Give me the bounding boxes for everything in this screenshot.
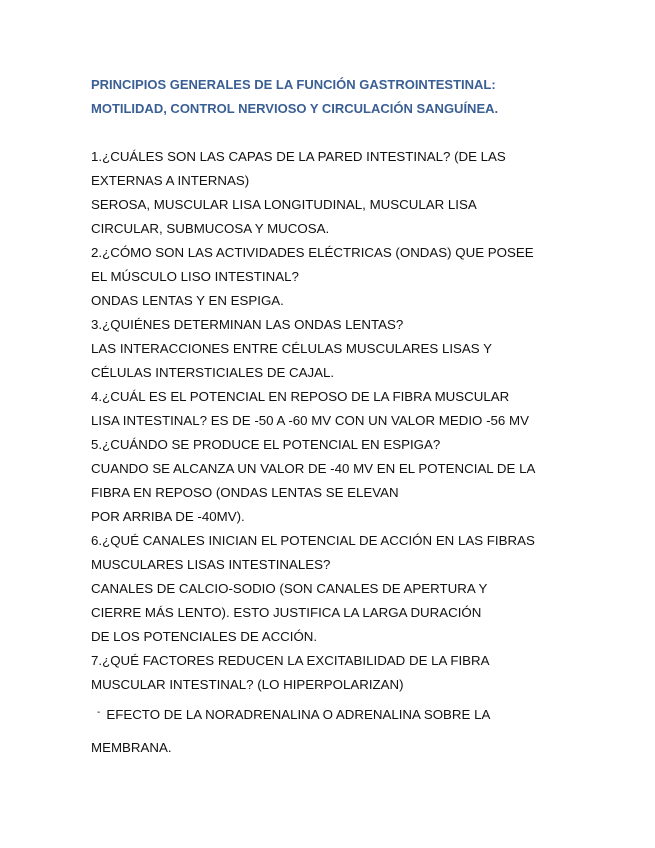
text-line: LAS INTERACCIONES ENTRE CÉLULAS MUSCULARES LISAS Y <box>91 341 492 356</box>
text-line: 3.¿QUIÉNES DETERMINAN LAS ONDAS LENTAS? <box>91 317 404 332</box>
text-line: 7.¿QUÉ FACTORES REDUCEN LA EXCITABILIDAD DE LA FIBRA <box>91 653 490 668</box>
text-line: 1.¿CUÁLES SON LAS CAPAS DE LA PARED INTESTINAL? (DE LAS <box>91 149 506 164</box>
title-line-1: PRINCIPIOS GENERALES DE LA FUNCIÓN GASTROINTESTINAL: <box>91 77 496 92</box>
text-line: LISA INTESTINAL? ES DE -50 A -60 MV CON UN VALOR MEDIO -56 MV <box>91 413 529 428</box>
text-line: POR ARRIBA DE -40MV). <box>91 509 245 524</box>
text-line: CANALES DE CALCIO-SODIO (SON CANALES DE APERTURA Y <box>91 581 488 596</box>
text-line: 6.¿QUÉ CANALES INICIAN EL POTENCIAL DE ACCIÓN EN LAS FIBRAS <box>91 533 535 548</box>
text-line: FIBRA EN REPOSO (ONDAS LENTAS SE ELEVAN <box>91 485 399 500</box>
text-line: MUSCULAR INTESTINAL? (LO HIPERPOLARIZAN) <box>91 677 404 692</box>
text-line: CUANDO SE ALCANZA UN VALOR DE -40 MV EN EL POTENCIAL DE LA <box>91 461 536 476</box>
bullet-item <box>91 703 611 729</box>
bullet-text: EFECTO DE LA NORADRENALINA O ADRENALINA SOBRE LA <box>106 707 491 722</box>
bullet-marker: - <box>97 707 101 718</box>
text-line: MUSCULARES LISAS INTESTINALES? <box>91 557 331 572</box>
text-line-final: MEMBRANA. <box>91 740 172 755</box>
text-line: 2.¿CÓMO SON LAS ACTIVIDADES ELÉCTRICAS (ONDAS) QUE POSEE <box>91 245 534 260</box>
text-line: 4.¿CUÁL ES EL POTENCIAL EN REPOSO DE LA FIBRA MUSCULAR <box>91 389 510 404</box>
text-line: EL MÚSCULO LISO INTESTINAL? <box>91 269 299 284</box>
text-line: ONDAS LENTAS Y EN ESPIGA. <box>91 293 284 308</box>
document-body <box>91 145 611 760</box>
text-line: CIRCULAR, SUBMUCOSA Y MUCOSA. <box>91 221 330 236</box>
text-line: 5.¿CUÁNDO SE PRODUCE EL POTENCIAL EN ESPIGA? <box>91 437 441 452</box>
text-line: CÉLULAS INTERSTICIALES DE CAJAL. <box>91 365 335 380</box>
text-line: SEROSA, MUSCULAR LISA LONGITUDINAL, MUSCULAR LISA <box>91 197 477 212</box>
text-line: DE LOS POTENCIALES DE ACCIÓN. <box>91 629 318 644</box>
title-line-2: MOTILIDAD, CONTROL NERVIOSO Y CIRCULACIÓN SANGUÍNEA. <box>91 101 499 116</box>
text-line: EXTERNAS A INTERNAS) <box>91 173 250 188</box>
text-line: CIERRE MÁS LENTO). ESTO JUSTIFICA LA LARGA DURACIÓN <box>91 605 482 620</box>
document-title <box>91 73 591 121</box>
